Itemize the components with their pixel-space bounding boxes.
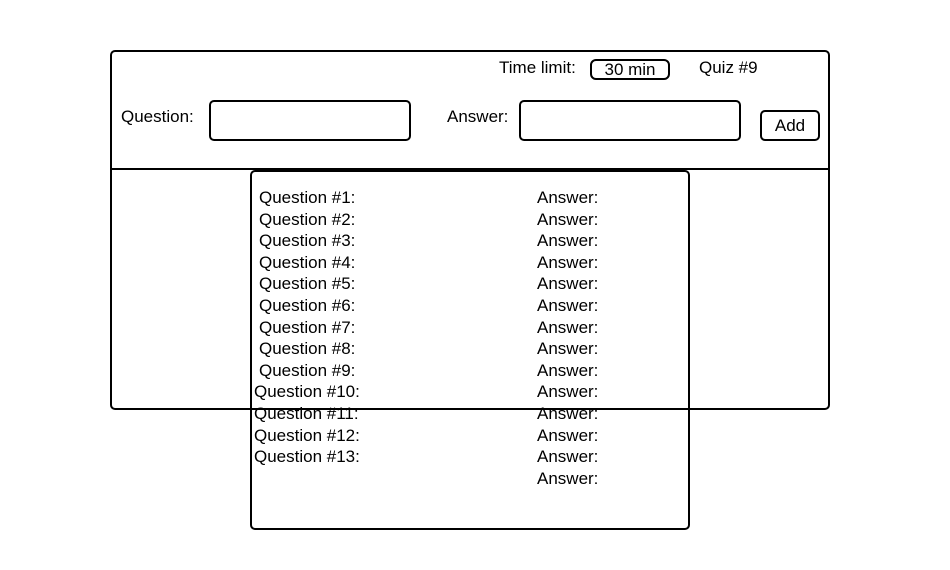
question-item: Question #1: <box>259 188 356 207</box>
answer-item: Answer: <box>537 274 599 293</box>
question-item: Question #3: <box>259 231 356 250</box>
answer-item: Answer: <box>537 382 599 401</box>
answer-item: Answer: <box>537 296 599 315</box>
question-item: Question #13: <box>254 447 360 466</box>
question-item: Question #6: <box>259 296 356 315</box>
answer-item: Answer: <box>537 210 599 229</box>
answer-item: Answer: <box>537 318 599 337</box>
answer-item: Answer: <box>537 404 599 423</box>
time-limit-field[interactable]: 30 min <box>590 59 670 80</box>
answer-item: Answer: <box>537 426 599 445</box>
answer-input[interactable] <box>519 100 741 141</box>
add-button[interactable]: Add <box>760 110 820 141</box>
question-item: Question #5: <box>259 274 356 293</box>
question-item: Question #9: <box>259 361 356 380</box>
question-input[interactable] <box>209 100 411 141</box>
answer-item: Answer: <box>537 339 599 358</box>
time-limit-label: Time limit: <box>499 58 576 77</box>
question-item: Question #10: <box>254 382 360 401</box>
question-item: Question #12: <box>254 426 360 445</box>
answer-item: Answer: <box>537 188 599 207</box>
answer-item: Answer: <box>537 231 599 250</box>
answer-item: Answer: <box>537 361 599 380</box>
answer-item: Answer: <box>537 469 599 488</box>
question-item: Question #8: <box>259 339 356 358</box>
question-label: Question: <box>121 107 194 126</box>
answer-item: Answer: <box>537 253 599 272</box>
quiz-title: Quiz #9 <box>699 58 758 77</box>
question-item: Question #2: <box>259 210 356 229</box>
answer-item: Answer: <box>537 447 599 466</box>
question-item: Question #7: <box>259 318 356 337</box>
question-item: Question #4: <box>259 253 356 272</box>
answer-label: Answer: <box>447 107 509 126</box>
question-item: Question #11: <box>254 404 359 423</box>
